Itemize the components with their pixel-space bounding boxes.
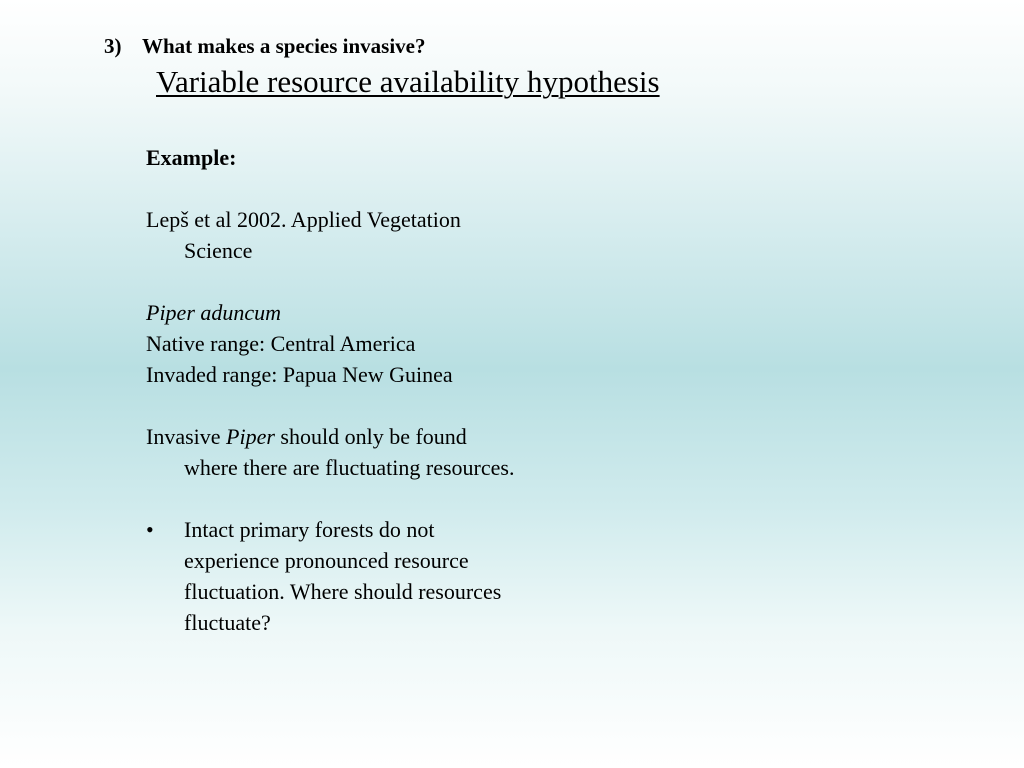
reference-line-continued: Science <box>184 238 253 263</box>
spacer <box>146 390 626 421</box>
invaded-range: Invaded range: Papua New Guinea <box>146 362 453 387</box>
native-range: Native range: Central America <box>146 331 416 356</box>
question-number: 3) <box>104 34 122 58</box>
bullet-line: fluctuate? <box>184 610 271 635</box>
reference-line: Lepš et al 2002. Applied Vegetation <box>146 207 461 232</box>
bullet-item <box>146 514 626 638</box>
spacer <box>146 483 626 514</box>
invasive-suffix: should only be found <box>274 424 467 449</box>
bullet-text <box>184 514 501 638</box>
bullet-line: experience pronounced resource <box>184 548 469 573</box>
invasive-genus: Piper <box>226 424 275 449</box>
bullet-line: fluctuation. Where should resources <box>184 579 502 604</box>
slide-title: Variable resource availability hypothesis <box>156 64 660 99</box>
species-name: Piper aduncum <box>146 300 282 325</box>
bullet-line: Intact primary forests do not <box>184 517 435 542</box>
bullet-icon: • <box>146 517 154 542</box>
invasive-prefix: Invasive <box>146 424 227 449</box>
spacer <box>146 173 626 204</box>
invasive-statement <box>146 421 626 452</box>
example-label: Example: <box>146 145 237 170</box>
question-text: What makes a species invasive? <box>142 34 426 58</box>
slide-body <box>146 142 626 638</box>
invasive-statement-continued: where there are fluctuating resources. <box>184 455 515 480</box>
spacer <box>146 266 626 297</box>
question-heading <box>104 34 426 59</box>
